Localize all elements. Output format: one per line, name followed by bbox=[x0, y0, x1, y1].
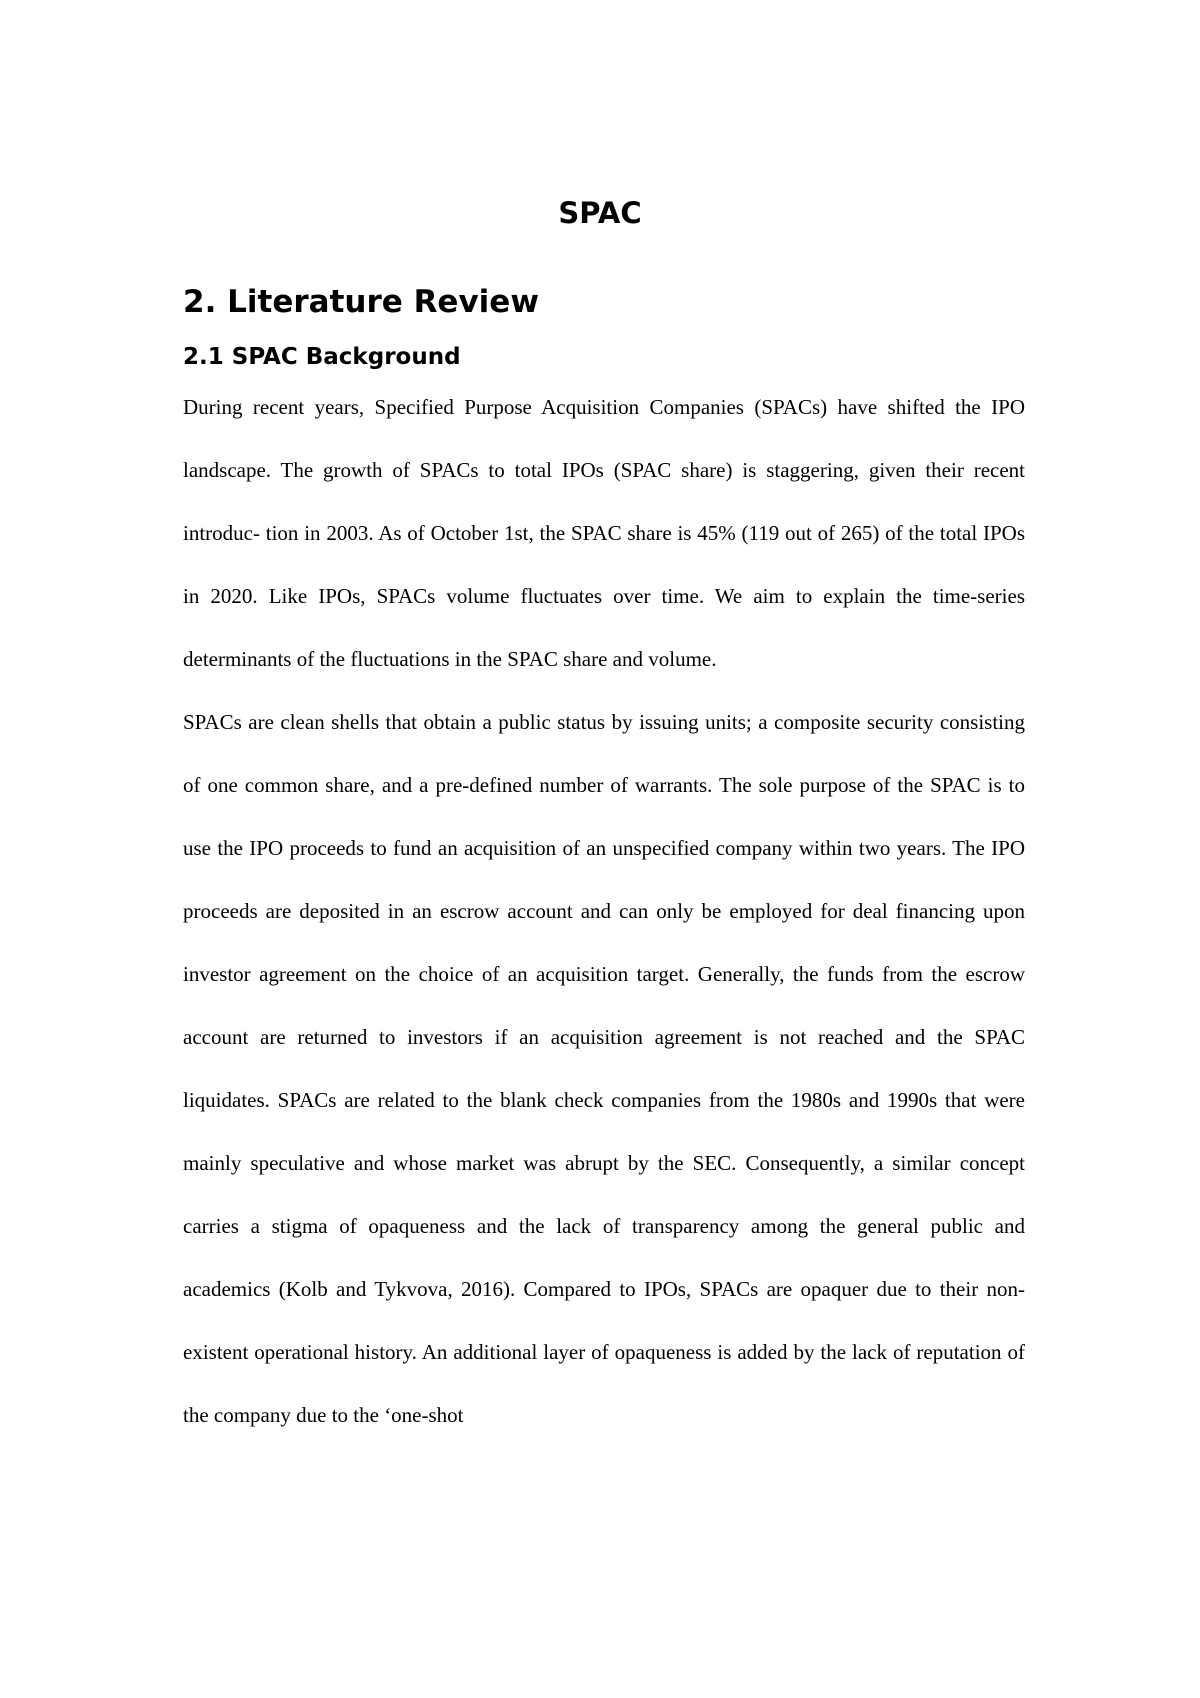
document-title: SPAC bbox=[558, 196, 642, 230]
subsection-heading: 2.1 SPAC Background bbox=[183, 344, 461, 370]
paragraph-2: SPACs are clean shells that obtain a public status by issuing units; a composite security consisting of one common share, and a pre-defined number of warrants. The sole purpose of the SPAC is to use the IPO proceeds to fund an acquisition of an unspecified company within two years. The IPO proceeds are deposited in an escrow account and can only be employed for deal financing upon investor agreement on the choice of an acquisition target. Generally, the funds from the escrow account are returned to investors if an acquisition agreement is not reached and the SPAC liquidates. SPACs are related to the blank check companies from the 1980s and 1990s that were mainly speculative and whose market was abrupt by the SEC. Consequently, a similar concept carries a stigma of opaqueness and the lack of transparency among the general public and academics (Kolb and Tykvova, 2016). Compared to IPOs, SPACs are opaquer due to their non-existent operational history. An additional layer of opaqueness is added by the lack of reputation of the company due to the ‘one-shot bbox=[183, 710, 1025, 1427]
paragraph-1: During recent years, Specified Purpose Acquisition Companies (SPACs) have shifted the IPO landscape. The growth of SPACs to total IPOs (SPAC share) is staggering, given their recent introduc- tion in 2003. As of October 1st, the SPAC share is 45% (119 out of 265) of the total IPOs in 2020. Like IPOs, SPACs volume fluctuates over time. We aim to explain the time-series determinants of the fluctuations in the SPAC share and volume. bbox=[183, 395, 1025, 671]
section-heading: 2. Literature Review bbox=[183, 284, 539, 320]
body-text bbox=[183, 376, 1025, 1447]
